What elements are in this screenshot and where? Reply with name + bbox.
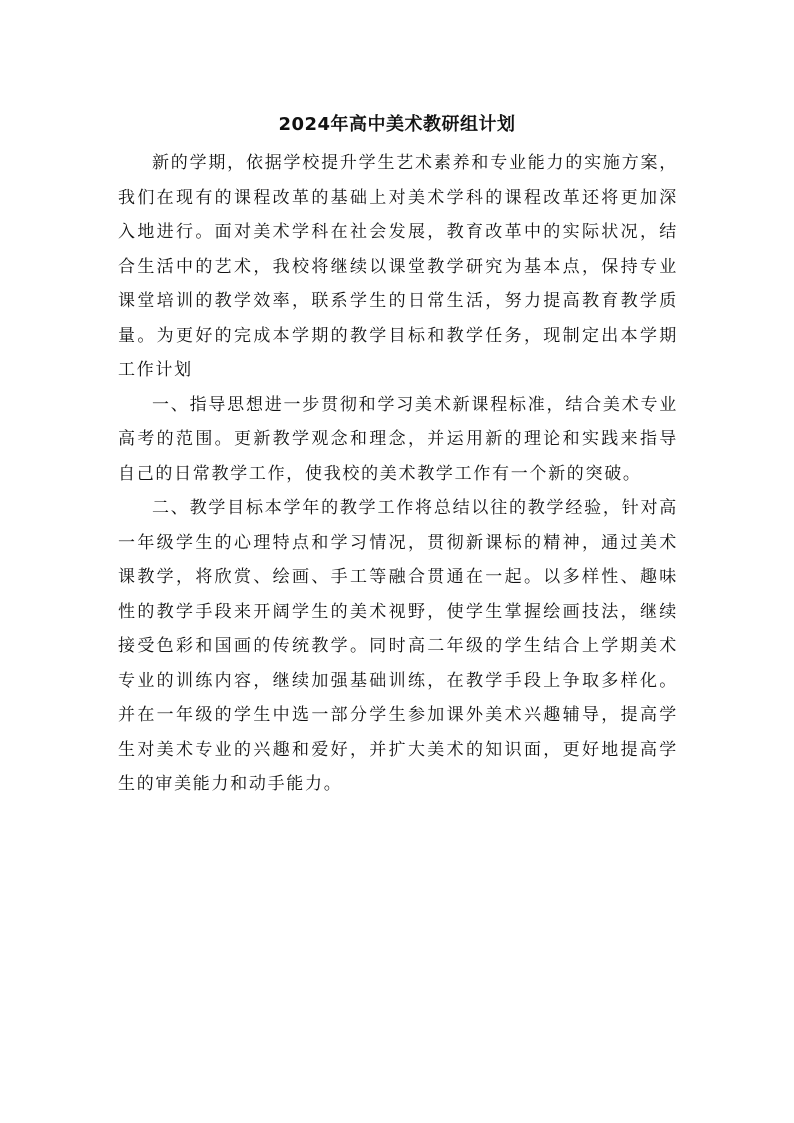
page-title: 2024年高中美术教研组计划 <box>278 114 516 135</box>
paragraph-teaching-goals: 二、教学目标本学年的教学工作将总结以往的教学经验，针对高一年级学生的心理特点和学习情况，贯彻新课标的精神，通过美术课教学，将欣赏、绘画、手工等融合贯通在一起。以多样性、趣味性的教学手段来开阔学生的美术视野，使学生掌握绘画技法，继续接受色彩和国画的传统教学。同时高二年级的学生结合上学期美术专业的训练内容，继续加强基础训练，在教学手段上争取多样化。并在一年级的学生中选一部分学生参加课外美术兴趣辅导，提高学生对美术专业的兴趣和爱好，并扩大美术的知识面，更好地提高学生的审美能力和动手能力。 <box>118 498 678 794</box>
paragraph-guiding-ideology: 一、指导思想进一步贯彻和学习美术新课程标准，结合美术专业高考的范围。更新教学观念和理念，并运用新的理论和实践来指导自己的日常教学工作，使我校的美术教学工作有一个新的突破。 <box>118 394 678 484</box>
paragraph-intro: 新的学期，依据学校提升学生艺术素养和专业能力的实施方案，我们在现有的课程改革的基础上对美术学科的课程改革还将更加深入地进行。面对美术学科在社会发展，教育改革中的实际状况，结合生活中的艺术，我校将继续以课堂教学研究为基本点，保持专业课堂培训的教学效率，联系学生的日常生活，努力提高教育教学质量。为更好的完成本学期的教学目标和教学任务，现制定出本学期工作计划 <box>118 153 678 380</box>
document-body <box>118 146 678 802</box>
